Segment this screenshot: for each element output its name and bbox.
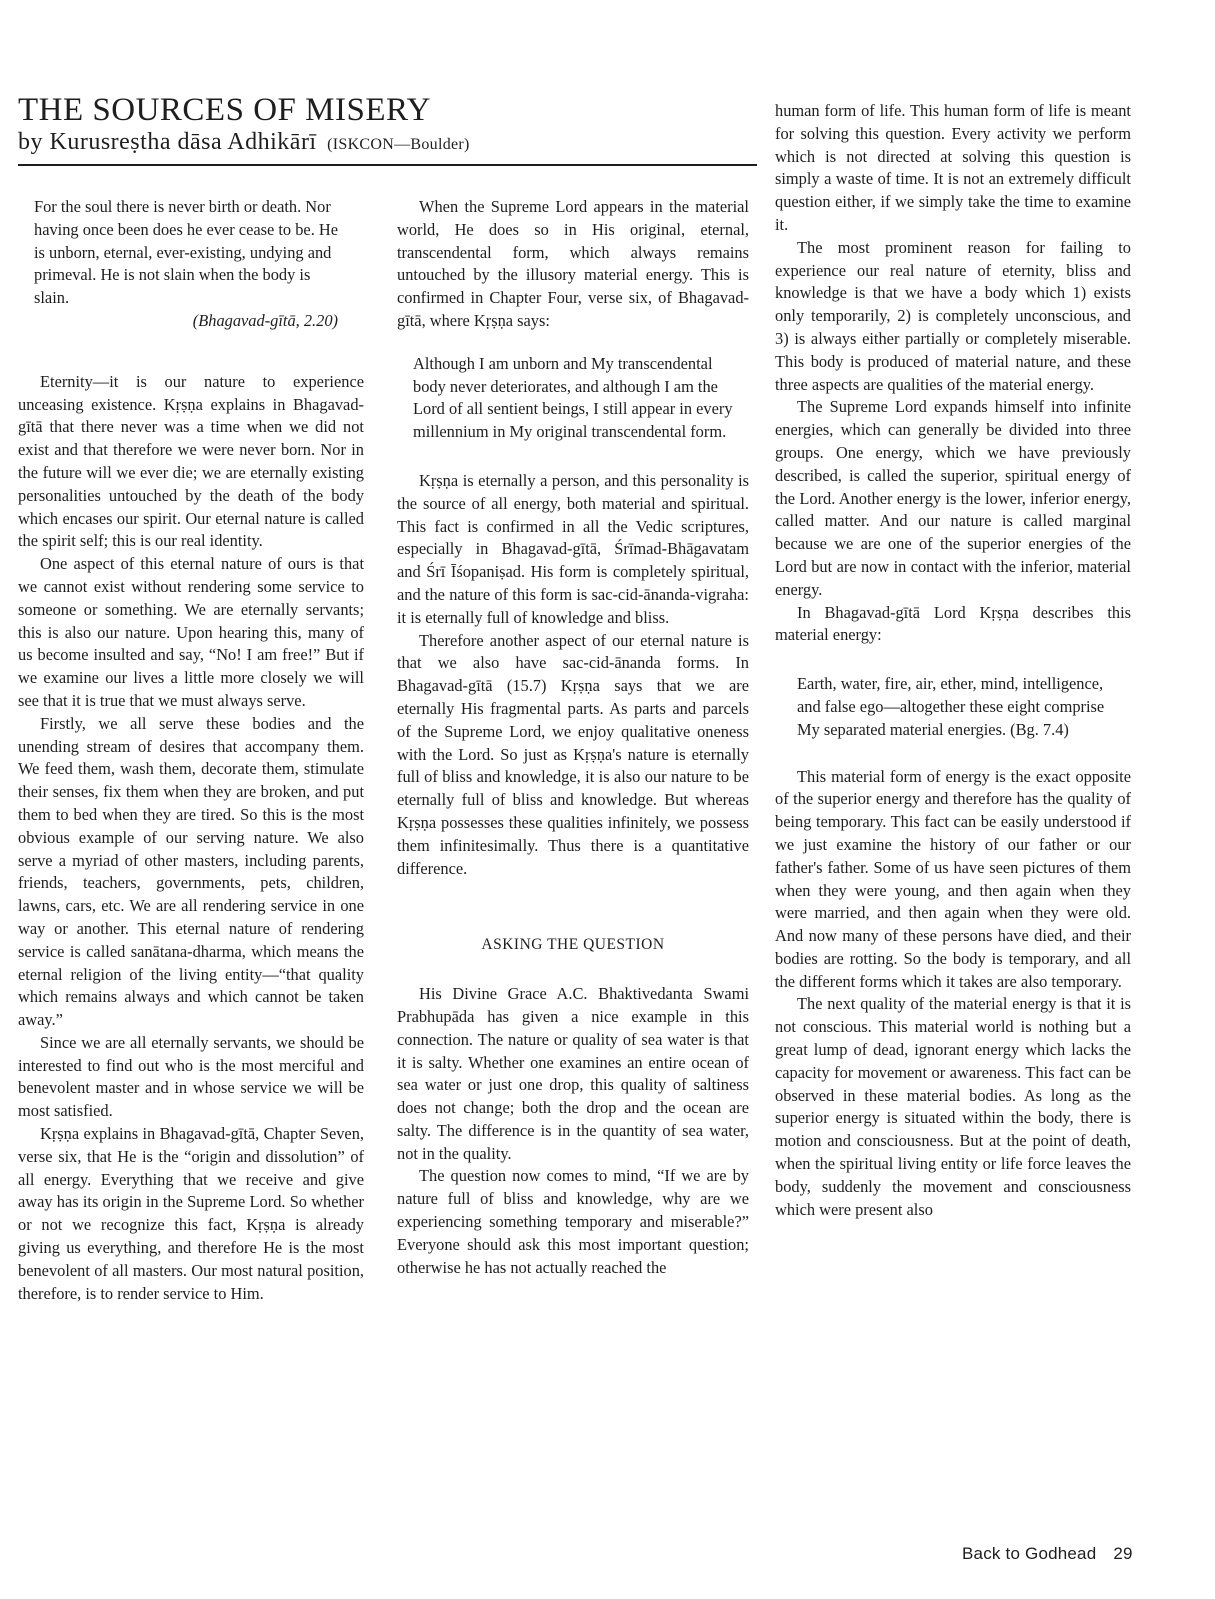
paragraph: human form of life. This human form of life is meant for solving this question. Every activity we perform which is not directed at solving this question is simply a waste of time. It is not an extremely difficult question either, if we simply take the time to examine it. <box>775 101 1131 234</box>
paragraph: In Bhagavad-gītā Lord Kṛṣṇa describes this material energy: <box>775 602 1131 645</box>
column-1 <box>18 196 364 1305</box>
article-byline <box>18 128 470 159</box>
paragraph: The next quality of the material energy is that it is not conscious. This material world is nothing but a great lump of dead, ignorant energy which lacks the capacity for movement or awareness. This fact can be observed in these material bodies. As long as the superior energy is situated within the body, there is motion and consciousness. But at the point of death, when the spiritual living entity or life force leaves the body, suddenly the movement and consciousness which were present also <box>775 994 1131 1219</box>
column-3 <box>775 100 1131 1221</box>
paragraph: This material form of energy is the exact opposite of the superior energy and therefore has the quality of being temporary. This fact can be easily understood if we just examine the history of our father or our father's father. Some of us have seen pictures of them when they were young, and then again when they were married, and then again when they were old. And now many of these persons have died, and their bodies are rotting. So the body is temporary, and all the different forms which it takes are also temporary. <box>775 766 1131 991</box>
paragraph: Firstly, we all serve these bodies and the unending stream of desires that accompany them. We feed them, wash them, decorate them, stimulate their senses, fix them when they are broken, and put them to bed when they are tired. So this is the most obvious example of our serving nature. We also serve a myriad of other masters, including parents, friends, teachers, governments, pets, children, lawns, cars, etc. We are all rendering service in one way or another. This eternal nature of rendering service is called sanātana-dharma, which means the eternal religion of the living entity—“that quality which remains always and which cannot be taken away.” <box>18 713 364 1030</box>
block-quote: Although I am unborn and My transcendental body never deteriorates, and although I am the Lord of all sentient beings, I still appear in every millennium in My original transcendental form. <box>413 353 733 442</box>
article-title: THE SOURCES OF MISERY <box>18 92 431 128</box>
section-subheading: ASKING THE QUESTION <box>481 936 665 954</box>
epigraph <box>18 196 364 333</box>
paragraph: Eternity—it is our nature to experience unceasing existence. Kṛṣṇa explains in Bhagavad-gītā that there never was a time when we did not exist and that therefore we were never born. Nor in the future will we ever die; we are eternally existing personalities untouched by the death of the body which encases our spirit. Our eternal nature is called the spirit self; this is our real identity. <box>18 371 364 551</box>
column-2 <box>397 196 749 1279</box>
paragraph: The most prominent reason for failing to experience our real nature of eternity, bliss and knowledge is that we have a body which 1) exists only temporarily, 2) is completely unconscious, and 3) is always either partially or completely miserable. This body is produced of material nature, and these three aspects are qualities of the material energy. <box>775 237 1131 394</box>
author-affiliation: (ISKCON—Boulder) <box>327 136 470 153</box>
block-quote: Earth, water, fire, air, ether, mind, intelligence, and false ego—altogether these eight comprise My separated material energies. (Bg. 7.4) <box>797 674 1105 739</box>
paragraph: Kṛṣṇa explains in Bhagavad-gītā, Chapter Seven, verse six, that He is the “origin and dissolution” of all energy. Everything that we receive and give away has its origin in the Supreme Lord. So whether or not we recognize this fact, Kṛṣṇa is already giving us everything, and therefore He is the most benevolent of all masters. Our most natural position, therefore, is to render service to Him. <box>18 1124 364 1303</box>
paragraph: Since we are all eternally servants, we should be interested to find out who is the most merciful and benevolent master and in whose service we will be most satisfied. <box>18 1032 364 1121</box>
paragraph: One aspect of this eternal nature of ours is that we cannot exist without rendering some service to someone or something. We are eternally servants; this is also our nature. Upon hearing this, many of us become insulted and say, “No! I am free!” But if we examine our lives a little more closely we will see that it is true that we must always serve. <box>18 554 364 710</box>
page-number: 29 <box>1113 1544 1133 1563</box>
epigraph-citation: (Bhagavad-gītā, 2.20) <box>192 310 338 330</box>
epigraph-text: For the soul there is never birth or death. Nor having once been does he ever cease to be. He is unborn, eternal, ever-existing, undying and primeval. He is not slain when the body is slain. <box>34 197 338 308</box>
paragraph: When the Supreme Lord appears in the material world, He does so in His original, eternal, transcendental form, which always remains untouched by the illusory material energy. This is confirmed in Chapter Four, verse six, of Bhagavad-gītā, where Kṛṣṇa says: <box>397 197 749 330</box>
paragraph: Therefore another aspect of our eternal nature is that we also have sac-cid-ānanda forms. In Bhagavad-gītā (15.7) Kṛṣṇa says that we are eternally His fragmental parts. As parts and parcels of the Supreme Lord, we enjoy qualitative oneness with the Lord. So just as Kṛṣṇa's nature is eternally full of bliss and knowledge, it is also our nature to be eternally full of bliss and knowledge. But whereas Kṛṣṇa possesses these qualities infinitely, we possess them infinitesimally. Thus there is a quantitative difference. <box>397 630 749 878</box>
paragraph: The Supreme Lord expands himself into infinite energies, which can generally be divided into three groups. One energy, which we have previously described, is called the superior, spiritual energy of the Lord. Another energy is the lower, inferior energy, called matter. And our nature is called marginal because we are one of the superior energies of the Lord but are now in contact with the inferior, material energy. <box>775 397 1131 599</box>
paragraph: His Divine Grace A.C. Bhaktivedanta Swami Prabhupāda has given a nice example in this connection. The nature or quality of sea water is that it is salty. Whether one examines an entire ocean of sea water or just one drop, this quality of saltiness does not change; both the drop and the ocean are salty. The difference is in the quantity of sea water, not in the quality. <box>397 984 749 1163</box>
paragraph: Kṛṣṇa is eternally a person, and this personality is the source of all energy, both material and spiritual. This fact is confirmed in all the Vedic scriptures, especially in Bhagavad-gītā, Śrīmad-Bhāgavatam and Śrī Īśopaniṣad. His form is completely spiritual, and the nature of this form is sac-cid-ānanda-vigraha: it is eternally full of knowledge and bliss. <box>397 470 749 627</box>
page-footer <box>962 1544 1133 1564</box>
author-name: by Kurusreṣtha dāsa Adhikārī <box>18 129 317 155</box>
magazine-name: Back to Godhead <box>962 1544 1097 1563</box>
title-rule <box>18 164 757 166</box>
paragraph: The question now comes to mind, “If we are by nature full of bliss and knowledge, why are we experiencing something temporary and miserable?” Everyone should ask this most important question; otherwise he has not actually reached the <box>397 1166 749 1277</box>
